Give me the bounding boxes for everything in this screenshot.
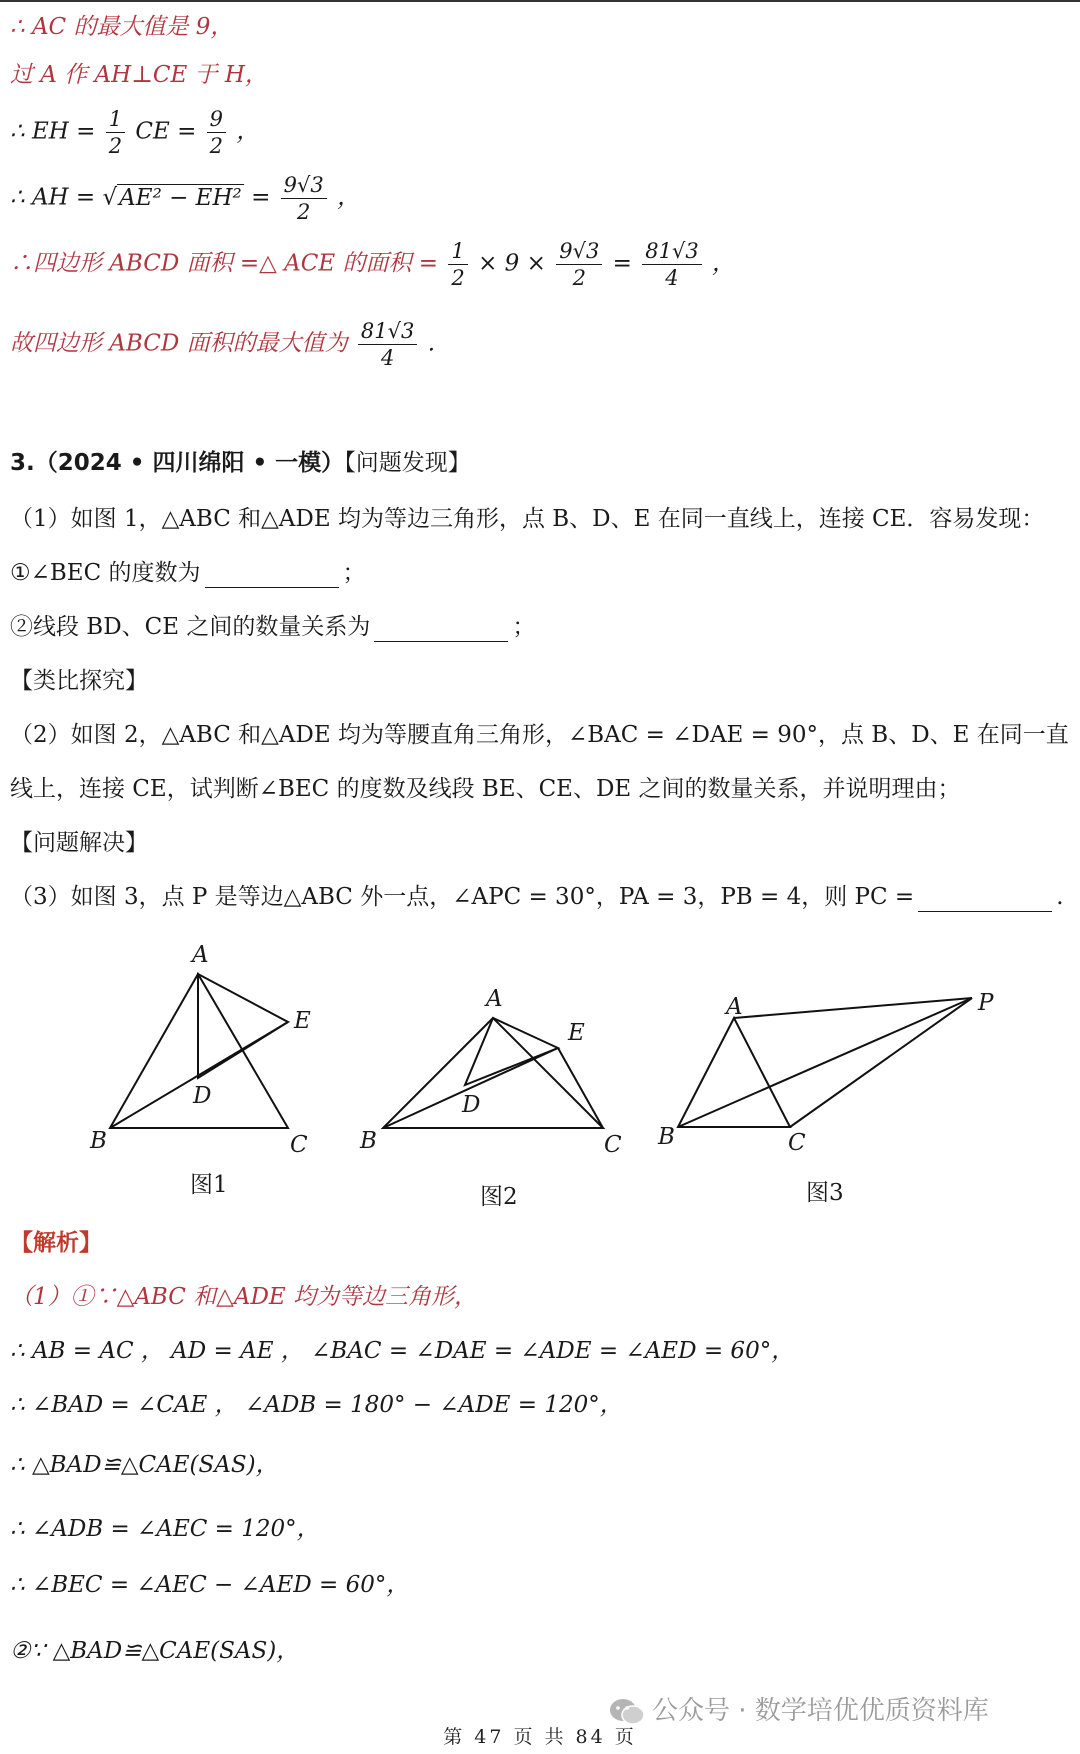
eq-text: CE = [135,118,197,145]
fig2-line-ec [558,1048,603,1128]
eq-text: ∴四边形 ABCD 面积 =△ ACE 的面积 = [10,250,439,277]
fig3-label-a: A [726,994,743,1020]
fig2-label-a: A [486,986,503,1012]
eq-text: ， [337,184,361,211]
fig2-label-c: C [604,1132,622,1158]
fig3-triangle-abc [678,1018,790,1127]
question-text: . [1056,884,1064,910]
eq-text: = [251,184,271,211]
eq-text: ， [712,250,735,277]
question-1 [10,558,366,588]
question-text: ①∠BEC 的度数为 [10,560,201,586]
fig3-label-b: B [658,1124,675,1150]
fig1-triangle-ade [198,974,288,1078]
fraction: $\frac{9}{2}$ [207,106,226,159]
solution-line-4 [10,172,360,225]
fig1-label-a: A [192,942,209,968]
solution-line-3 [10,106,259,159]
fig3-line-bp [678,998,972,1127]
analysis-header: 【解析】 [10,1230,102,1256]
fraction: $\frac{81√3}{4}$ [358,318,417,371]
analysis-line-2: ∴ AB = AC ， AD = AE ， ∠BAC = ∠DAE = ∠ADE = ∠AED = 60°， [10,1338,795,1364]
analysis-line-1: （1）①∵△ABC 和△ADE 均为等边三角形， [10,1284,478,1310]
fig2-label-b: B [360,1128,377,1154]
eq-text: = [612,250,632,277]
fig1-label-b: B [90,1128,107,1154]
problem-number: 3.（2024 • 四川绵阳 • 一模） [10,450,345,476]
fraction: $\frac{1}{2}$ [448,238,467,291]
eq-text: ∴ AH = [10,184,96,211]
eq-text: ， [236,118,260,145]
section-solve: 【问题解决】 [10,830,148,856]
fig2-label-e: E [568,1020,585,1046]
problem-part-2a: （2）如图 2，△ABC 和△ADE 均为等腰直角三角形，∠BAC = ∠DAE = 90°，点 B、D、E 在同一直 [10,722,1069,748]
eq-text: ∴ EH = [10,118,96,145]
answer-blank [205,565,339,588]
analysis-line-3: ∴ ∠BAD = ∠CAE ， ∠ADB = 180° − ∠ADE = 120°， [10,1392,623,1418]
question-text: （3）如图 3，点 P 是等边△ABC 外一点，∠APC = 30°，PA = 3，PB = 4，则 PC = [10,884,915,910]
sqrt-sign: √ [102,184,118,211]
fig3-label-p: P [978,990,994,1016]
problem-title [10,448,471,478]
figure-3 [678,998,972,1127]
fraction: $\frac{81√3}{4}$ [642,238,701,291]
fig3-label-c: C [788,1130,806,1156]
problem-part-1: （1）如图 1，△ABC 和△ADE 均为等边三角形，点 B、D、E 在同一直线上，连接 CE．容易发现： [10,506,1045,532]
solution-line-5 [10,238,735,291]
question-2 [10,612,535,642]
fig1-caption: 图1 [190,1172,228,1198]
analysis-line-7: ②∵ △BAD≌△CAE(SAS)， [10,1638,300,1664]
page-footer: 第 47 页 共 84 页 [443,1726,637,1748]
section-analogy: 【类比探究】 [10,668,148,694]
answer-blank [374,619,508,642]
section-tag: 【问题发现】 [344,450,471,476]
fraction: $\frac{9√3}{2}$ [556,238,602,291]
solution-line-1: ∴ AC 的最大值是 9， [10,14,234,40]
problem-part-3 [10,882,1064,912]
fig1-label-c: C [290,1132,308,1158]
geometry-figures [0,930,1080,1220]
top-rule [0,0,1080,2]
fraction: $\frac{1}{2}$ [106,106,125,159]
solution-line-6 [10,318,435,371]
fraction: $\frac{9√3}{2}$ [281,172,327,225]
sqrt-content: AE² − EH² [119,184,242,211]
question-text: ； [342,560,366,586]
fig1-label-d: D [193,1083,212,1109]
eq-text: . [427,330,436,357]
problem-part-2b: 线上，连接 CE，试判断∠BEC 的度数及线段 BE、CE、DE 之间的数量关系，并说明理由； [10,776,961,802]
question-text: ； [512,614,536,640]
eq-text: × 9 × [478,250,546,277]
fig3-caption: 图3 [806,1180,844,1206]
answer-blank [918,889,1052,912]
eq-text: 故四边形 ABCD 面积的最大值为 [10,330,348,357]
analysis-line-5: ∴ ∠ADB = ∠AEC = 120°， [10,1516,320,1542]
fig3-line-cp [790,998,972,1127]
fig2-label-d: D [462,1092,481,1118]
question-text: ②线段 BD、CE 之间的数量关系为 [10,614,371,640]
watermark-text: 公众号 · 数学培优优质资料库 [652,1696,989,1726]
analysis-line-4: ∴ △BAD≌△CAE(SAS)， [10,1452,279,1478]
fig1-label-e: E [294,1008,311,1034]
solution-line-2: 过 A 作 AH⊥CE 于 H， [10,62,268,88]
fig2-caption: 图2 [480,1184,518,1210]
analysis-line-6: ∴ ∠BEC = ∠AEC − ∠AED = 60°， [10,1572,410,1598]
fig3-line-ap [734,998,972,1018]
fig2-triangle-ade [465,1018,558,1085]
